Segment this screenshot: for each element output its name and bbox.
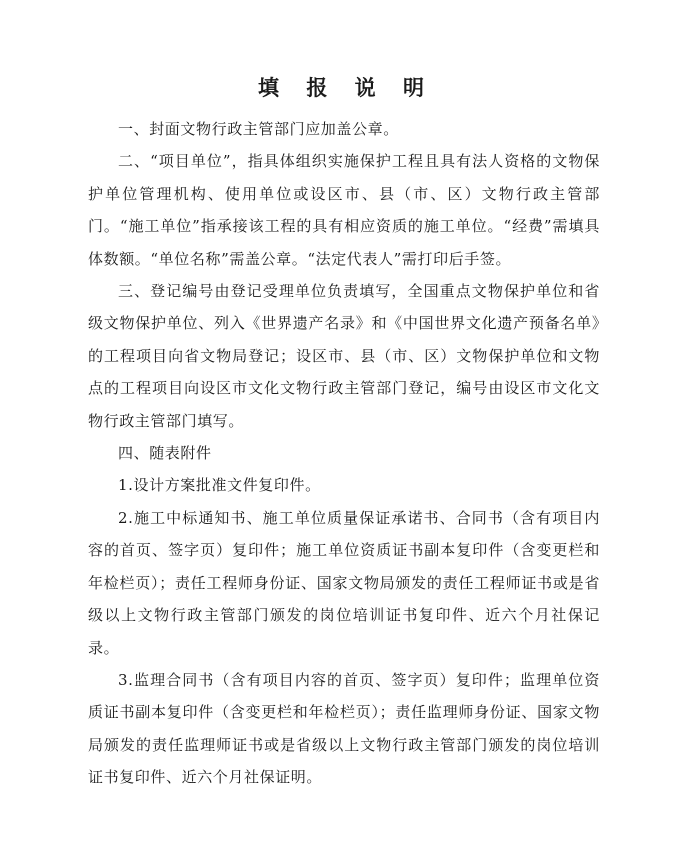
paragraph-attachment-1: 1.设计方案批准文件复印件。	[118, 476, 321, 495]
paragraph-attachment-2: 2.施工中标通知书、施工单位质量保证承诺书、合同书（含有项目内容的首页、签字页）复印件；施工单位资质证书副本复印件（含变更栏和年检栏页）；责任工程师身份证、国家文物局颁发的责任工程师证书或是省级以上文物行政主管部门颁发的岗位培训证书复印件、近六个月社保记录。	[88, 508, 600, 657]
page-title: 填 报 说 明	[258, 75, 434, 100]
paragraph-project-unit-definition: 二、“项目单位”，指具体组织实施保护工程且具有法人资格的文物保护单位管理机构、使用单位或设区市、县（市、区）文物行政主管部门。“施工单位”指承接该工程的具有相应资质的施工单位。“经费”需填具体数额。“单位名称”需盖公章。“法定代表人”需打印后手签。	[88, 152, 600, 268]
paragraph-registration-number: 三、登记编号由登记受理单位负责填写，全国重点文物保护单位和省级文物保护单位、列入《世界遗产名录》和《中国世界文化遗产预备名单》的工程项目向省文物局登记；设区市、县（市、区）文物保护单位和文物点的工程项目向设区市文化文物行政主管部门登记，编号由设区市文化文物行政主管部门填写。	[88, 282, 600, 430]
paragraph-attachments-heading: 四、随表附件	[118, 444, 212, 463]
paragraph-attachment-3: 3.监理合同书（含有项目内容的首页、签字页）复印件；监理单位资质证书副本复印件（含变更栏和年检栏页）；责任监理师身份证、国家文物局颁发的责任监理师证书或是省级以上文物行政主管部门颁发的岗位培训证书复印件、近六个月社保证明。	[88, 670, 600, 787]
paragraph-seal-requirement: 一、封面文物行政主管部门应加盖公章。	[118, 120, 399, 138]
document-body	[88, 113, 600, 794]
